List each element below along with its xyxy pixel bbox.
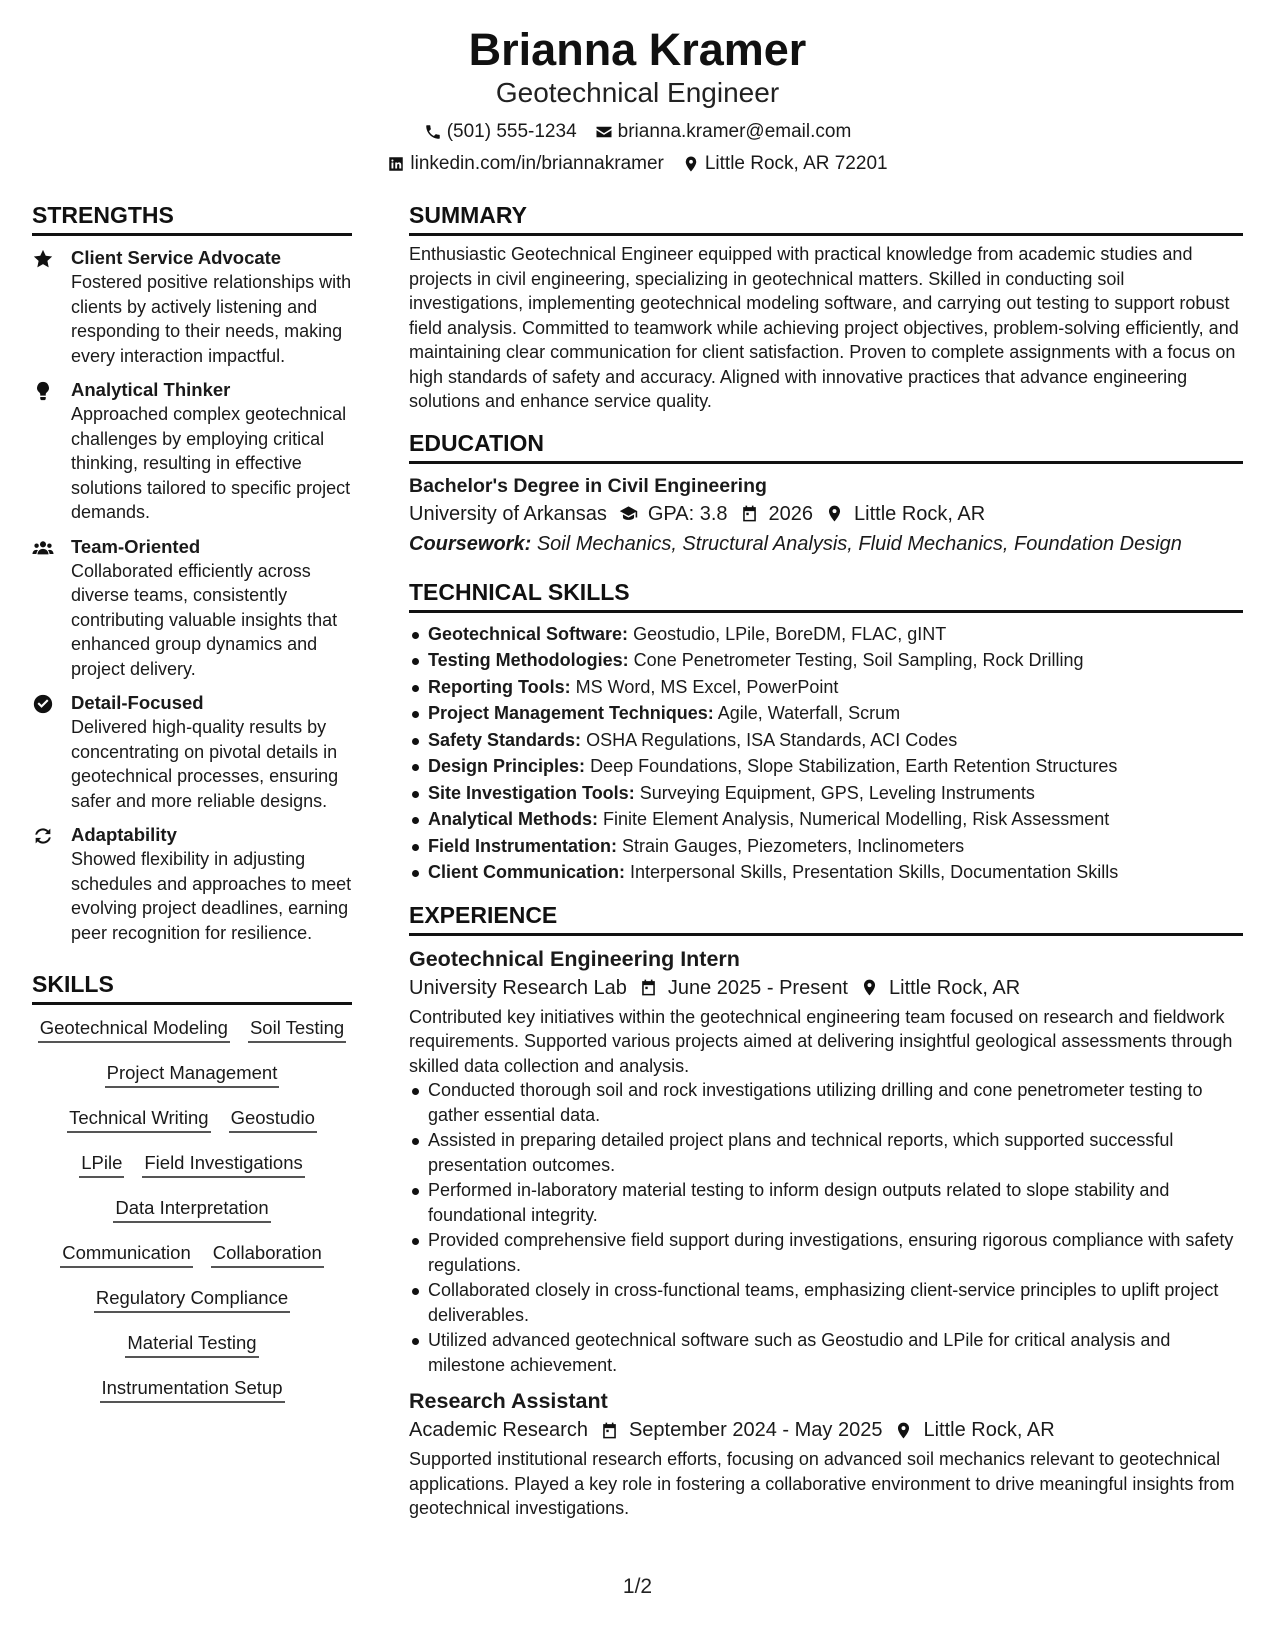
tech-skill-value: Surveying Equipment, GPS, Leveling Instruments (639, 782, 1035, 803)
tech-skill-value: Geostudio, LPile, BoreDM, FLAC, gINT (633, 623, 947, 644)
job-meta (409, 1415, 1243, 1445)
phone-contact (424, 120, 577, 144)
degree-title: Bachelor's Degree in Civil Engineering (409, 474, 767, 497)
list-item (409, 674, 1243, 701)
list-item (409, 833, 1243, 860)
job-dates-item (600, 1415, 883, 1445)
location-text: Little Rock, AR 72201 (704, 153, 888, 174)
tech-skill-label: Project Management Techniques: (428, 703, 714, 723)
coursework-text: Soil Mechanics, Structural Analysis, Fluid Mechanics, Foundation Design (536, 532, 1182, 555)
list-item: Assisted in preparing detailed project plans and technical reports, which supported successful presentation outcomes. (409, 1128, 1243, 1177)
coursework-line (409, 529, 1243, 559)
job-location-item (860, 973, 1020, 1003)
skill-tag: Instrumentation Setup (100, 1377, 285, 1403)
tech-skill-value: Finite Element Analysis, Numerical Modelling, Risk Assessment (603, 809, 1110, 829)
tech-skill-label: Client Communication: (428, 862, 625, 882)
skill-tag: Material Testing (125, 1332, 258, 1358)
gpa-text: GPA: 3.8 (647, 502, 728, 525)
job-entry (409, 945, 1243, 1378)
linkedin-icon (387, 155, 405, 173)
gpa-item (619, 499, 728, 529)
skill-tag: Geostudio (229, 1107, 317, 1133)
skill-line (32, 1377, 352, 1403)
job-dates: June 2025 - Present (667, 976, 848, 999)
skill-tag: Regulatory Compliance (94, 1287, 290, 1313)
skill-line (32, 1287, 352, 1313)
strength-title: Detail-Focused (71, 692, 204, 713)
tech-skill-value: OSHA Regulations, ISA Standards, ACI Codes (586, 729, 958, 750)
email-text: brianna.kramer@email.com (617, 121, 852, 142)
map-pin-icon (825, 504, 844, 523)
graduation-cap-icon (619, 504, 638, 523)
skill-line (32, 1017, 352, 1043)
summary-text: Enthusiastic Geotechnical Engineer equipped with practical knowledge from academic studies and projects in civil engineering, specializing in geotechnical matters. Skilled in conducting soil investigations, implementing geotechnical modeling software, and carrying out testing to support robust field analysis. Committed to teamwork while achieving project objectives, problem-solving efficiently, and maintaining clear communication for client satisfaction. Proven to complete assignments with a focus on high standards of safety and accuracy. Aligned with innovative practices that advance engineering solutions and enhance service quality. (409, 244, 1239, 411)
check-circle-icon (32, 693, 54, 715)
strength-description: Fostered positive relationships with clients by actively listening and responding to their needs, making every interaction impactful. (71, 272, 352, 366)
linkedin-contact (387, 152, 663, 176)
tech-skill-value: Deep Foundations, Slope Stabilization, Earth Retention Structures (590, 756, 1118, 776)
job-entry (409, 1387, 1243, 1521)
experience-heading: EXPERIENCE (409, 900, 1243, 936)
strength-item (32, 823, 352, 945)
skill-tag: Project Management (105, 1062, 280, 1088)
skill-tag: Collaboration (211, 1242, 324, 1268)
skill-tag: LPile (79, 1152, 124, 1178)
summary-heading: SUMMARY (409, 200, 1243, 236)
skill-tag: Communication (60, 1242, 193, 1268)
list-item (409, 700, 1243, 727)
job-meta (409, 973, 1243, 1003)
job-location-item (894, 1415, 1054, 1445)
list-item: Utilized advanced geotechnical software such as Geostudio and LPile for critical analysis and milestone achievement. (409, 1328, 1243, 1377)
strength-item (32, 691, 352, 813)
page-number: 1/2 (622, 1575, 653, 1598)
job-description: Contributed key initiatives within the geotechnical engineering team focused on research and fieldwork requirements. Supported various projects aimed at delivering insightful geological assessments through skilled data collection and analysis. (409, 1006, 1233, 1076)
tech-skill-value: Cone Penetrometer Testing, Soil Sampling, Rock Drilling (633, 650, 1084, 670)
skill-line (32, 1197, 352, 1223)
skill-tag: Geotechnical Modeling (38, 1017, 230, 1043)
calendar-icon (600, 1421, 619, 1440)
list-item: Performed in-laboratory material testing to inform design outputs related to slope stability and foundational integrity. (409, 1178, 1243, 1227)
contact-row-2 (0, 152, 1275, 176)
map-pin-icon (682, 155, 700, 173)
year-item (740, 499, 814, 529)
job-location: Little Rock, AR (923, 1419, 1055, 1441)
strengths-heading: STRENGTHS (32, 200, 352, 236)
skill-tag: Data Interpretation (113, 1197, 270, 1223)
email-contact (595, 120, 852, 144)
strength-item (32, 378, 352, 525)
job-description: Supported institutional research efforts, focusing on advanced soil mechanics relevant to geotechnical applications. Played a key role in fostering a collaborative environment to drive meaningful insights from geotechnical investigations. (409, 1449, 1235, 1518)
refresh-icon (32, 825, 54, 847)
tech-skill-value: Strain Gauges, Piezometers, Inclinometers (622, 835, 965, 856)
strengths-list (32, 246, 352, 945)
list-item (409, 859, 1243, 886)
right-column (409, 200, 1243, 1521)
skill-tag: Soil Testing (248, 1017, 346, 1043)
technical-skills-heading: TECHNICAL SKILLS (409, 577, 1243, 613)
list-item (409, 621, 1243, 648)
list-item: Collaborated closely in cross-functional teams, emphasizing client-service principles to uplift project deliverables. (409, 1278, 1243, 1327)
strength-description: Delivered high-quality results by concentrating on pivotal details in geotechnical processes, ensuring safer and more reliable designs. (71, 717, 339, 811)
tech-skill-label: Field Instrumentation: (428, 835, 617, 856)
skill-line (32, 1152, 352, 1178)
skill-tag: Technical Writing (67, 1107, 211, 1133)
tech-skill-label: Analytical Methods: (428, 809, 599, 829)
resume-header (0, 22, 1275, 176)
location-contact (682, 152, 888, 176)
list-item (409, 727, 1243, 754)
star-icon (32, 248, 54, 270)
tech-skill-label: Site Investigation Tools: (428, 782, 635, 803)
job-dates-item (639, 973, 848, 1003)
calendar-icon (740, 504, 759, 523)
tech-skill-value: Agile, Waterfall, Scrum (717, 703, 901, 723)
skill-line (32, 1062, 352, 1088)
tech-skill-label: Safety Standards: (428, 729, 582, 750)
strength-description: Showed flexibility in adjusting schedules and approaches to meet evolving project deadlines, earning peer recognition for resilience. (71, 849, 352, 943)
tech-skill-label: Geotechnical Software: (428, 623, 629, 644)
tech-skill-value: MS Word, MS Excel, PowerPoint (575, 676, 839, 697)
skill-line (32, 1107, 352, 1133)
education-location: Little Rock, AR (854, 502, 986, 525)
strength-title: Client Service Advocate (71, 247, 282, 268)
list-item: Provided comprehensive field support during investigations, ensuring rigorous compliance with safety regulations. (409, 1228, 1243, 1277)
map-pin-icon (860, 978, 879, 997)
strength-title: Team-Oriented (71, 535, 201, 557)
technical-skills-list (409, 621, 1243, 886)
linkedin-text: linkedin.com/in/briannakramer (410, 153, 664, 174)
calendar-icon (639, 978, 658, 997)
left-column (32, 200, 352, 1422)
list-item (409, 806, 1243, 833)
job-bullets (409, 1078, 1243, 1377)
list-item (409, 780, 1243, 807)
phone-text: (501) 555-1234 (446, 121, 577, 142)
education-location-item (825, 499, 985, 529)
coursework-label: Coursework: (409, 532, 532, 555)
tech-skill-value: Interpersonal Skills, Presentation Skills, Documentation Skills (630, 862, 1119, 882)
job-organization: Academic Research (409, 1419, 588, 1441)
users-icon (32, 537, 54, 559)
graduation-year: 2026 (768, 502, 814, 525)
skill-line (32, 1242, 352, 1268)
job-organization: University Research Lab (409, 976, 627, 999)
job-location: Little Rock, AR (889, 976, 1021, 999)
phone-icon (424, 123, 442, 141)
tech-skill-label: Testing Methodologies: (428, 650, 629, 670)
strength-title: Analytical Thinker (71, 379, 231, 400)
strength-description: Approached complex geotechnical challenges by employing critical thinking, resulting in effective solutions tailored to specific project demands. (71, 404, 351, 522)
job-title: Research Assistant (409, 1389, 608, 1413)
education-entry (409, 473, 1243, 559)
job-title: Geotechnical Engineering Intern (409, 946, 740, 971)
skills-tags (32, 1017, 352, 1403)
school-name: University of Arkansas (409, 502, 607, 525)
skill-tag: Field Investigations (142, 1152, 304, 1178)
envelope-icon (595, 123, 613, 141)
education-heading: EDUCATION (409, 428, 1243, 464)
skills-heading: SKILLS (32, 969, 352, 1005)
skill-line (32, 1332, 352, 1358)
tech-skill-label: Design Principles: (428, 756, 586, 776)
tech-skill-label: Reporting Tools: (428, 676, 571, 697)
strength-description: Collaborated efficiently across diverse teams, consistently contributing valuable insights that enhanced group dynamics and project delivery. (71, 560, 338, 679)
candidate-title: Geotechnical Engineer (495, 77, 780, 108)
list-item: Conducted thorough soil and rock investigations utilizing drilling and cone penetrometer testing to gather essential data. (409, 1078, 1243, 1127)
strength-item (32, 246, 352, 368)
job-dates: September 2024 - May 2025 (628, 1419, 883, 1441)
list-item (409, 753, 1243, 780)
strength-item (32, 535, 352, 682)
list-item (409, 647, 1243, 674)
contact-row-1 (0, 120, 1275, 144)
candidate-name: Brianna Kramer (468, 24, 807, 75)
lightbulb-icon (32, 380, 54, 402)
strength-title: Adaptability (71, 824, 177, 845)
map-pin-icon (894, 1421, 913, 1440)
education-meta (409, 499, 1243, 529)
